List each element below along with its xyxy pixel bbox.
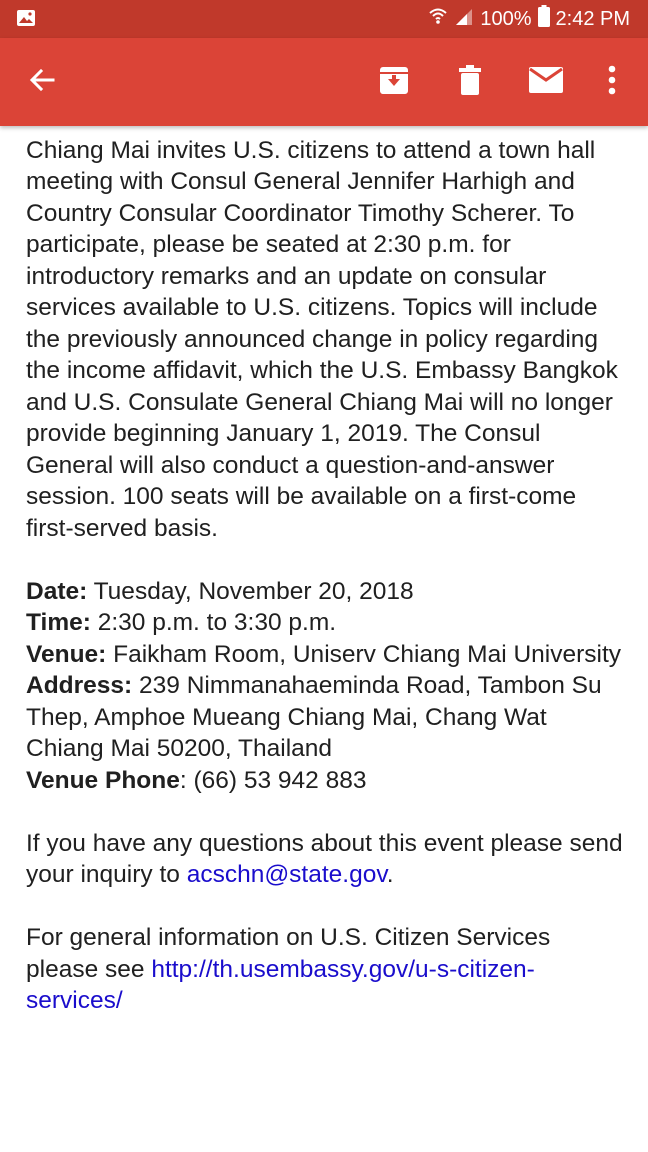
general-info-paragraph	[26, 922, 626, 1017]
app-bar	[0, 38, 648, 126]
battery-percent: 100%	[480, 8, 532, 30]
back-arrow-icon	[28, 66, 56, 99]
more-options-button[interactable]	[590, 60, 634, 104]
date-value: Tuesday, November 20, 2018	[87, 577, 414, 605]
back-button[interactable]	[20, 60, 64, 104]
event-phone	[26, 765, 626, 797]
address-value: 239 Nimmanahaeminda Road, Tambon Su Thep, Amphoe Mueang Chiang Mai, Chang Wat Chiang Mai 50200, Thailand	[26, 672, 602, 762]
citizen-services-link[interactable]: http://th.usembassy.gov/u-s-citizen-services/	[26, 955, 535, 1014]
delete-icon	[456, 64, 484, 101]
signal-icon	[454, 6, 474, 33]
gallery-icon	[16, 9, 36, 33]
status-bar	[0, 0, 648, 38]
more-vert-icon	[608, 65, 616, 100]
venue-value: Faikham Room, Uniserv Chiang Mai University	[106, 640, 621, 668]
battery-icon	[538, 5, 550, 34]
event-address	[26, 670, 626, 765]
phone-label: Venue Phone	[26, 766, 180, 794]
clock: 2:42 PM	[555, 8, 630, 30]
event-date	[26, 576, 626, 608]
archive-icon	[378, 64, 410, 101]
address-label: Address:	[26, 672, 133, 699]
event-time	[26, 607, 626, 639]
questions-end: .	[386, 861, 394, 888]
status-indicators	[428, 6, 630, 32]
event-venue	[26, 639, 626, 671]
time-value: 2:30 p.m. to 3:30 p.m.	[90, 609, 337, 636]
contact-email-link[interactable]: acschn@state.gov	[186, 861, 387, 888]
phone-value: : (66) 53 942 883	[179, 766, 367, 794]
date-label: Date:	[26, 577, 88, 605]
archive-button[interactable]	[372, 60, 416, 104]
intro-paragraph: Chiang Mai invites U.S. citizens to attend a town hall meeting with Consul General Jennifer Harhigh and Country Consular Coordinator Timothy Scherer. To participate, please be seated at 2:30 p.m. for introductory remarks and an update on consular services available to U.S. citizens. Topics will include the previously announced change in policy regarding the income affidavit, which the U.S. Embassy Bangkok and U.S. Consulate General Chiang Mai will no longer provide beginning January 1, 2019. The Consul General will also conduct a question-and-answer session. 100 seats will be available on a first-come first-served basis.	[26, 136, 618, 542]
wifi-icon	[428, 6, 448, 33]
questions-paragraph	[26, 828, 626, 891]
mail-icon	[529, 67, 563, 98]
email-body	[0, 126, 648, 1152]
mail-button[interactable]	[524, 60, 568, 104]
delete-button[interactable]	[448, 60, 492, 104]
time-label: Time:	[26, 609, 91, 636]
venue-label: Venue:	[26, 640, 107, 668]
general-text: For general information on U.S. Citizen Services please see	[26, 924, 551, 983]
questions-text: If you have any questions about this event please send your inquiry to	[26, 829, 623, 888]
